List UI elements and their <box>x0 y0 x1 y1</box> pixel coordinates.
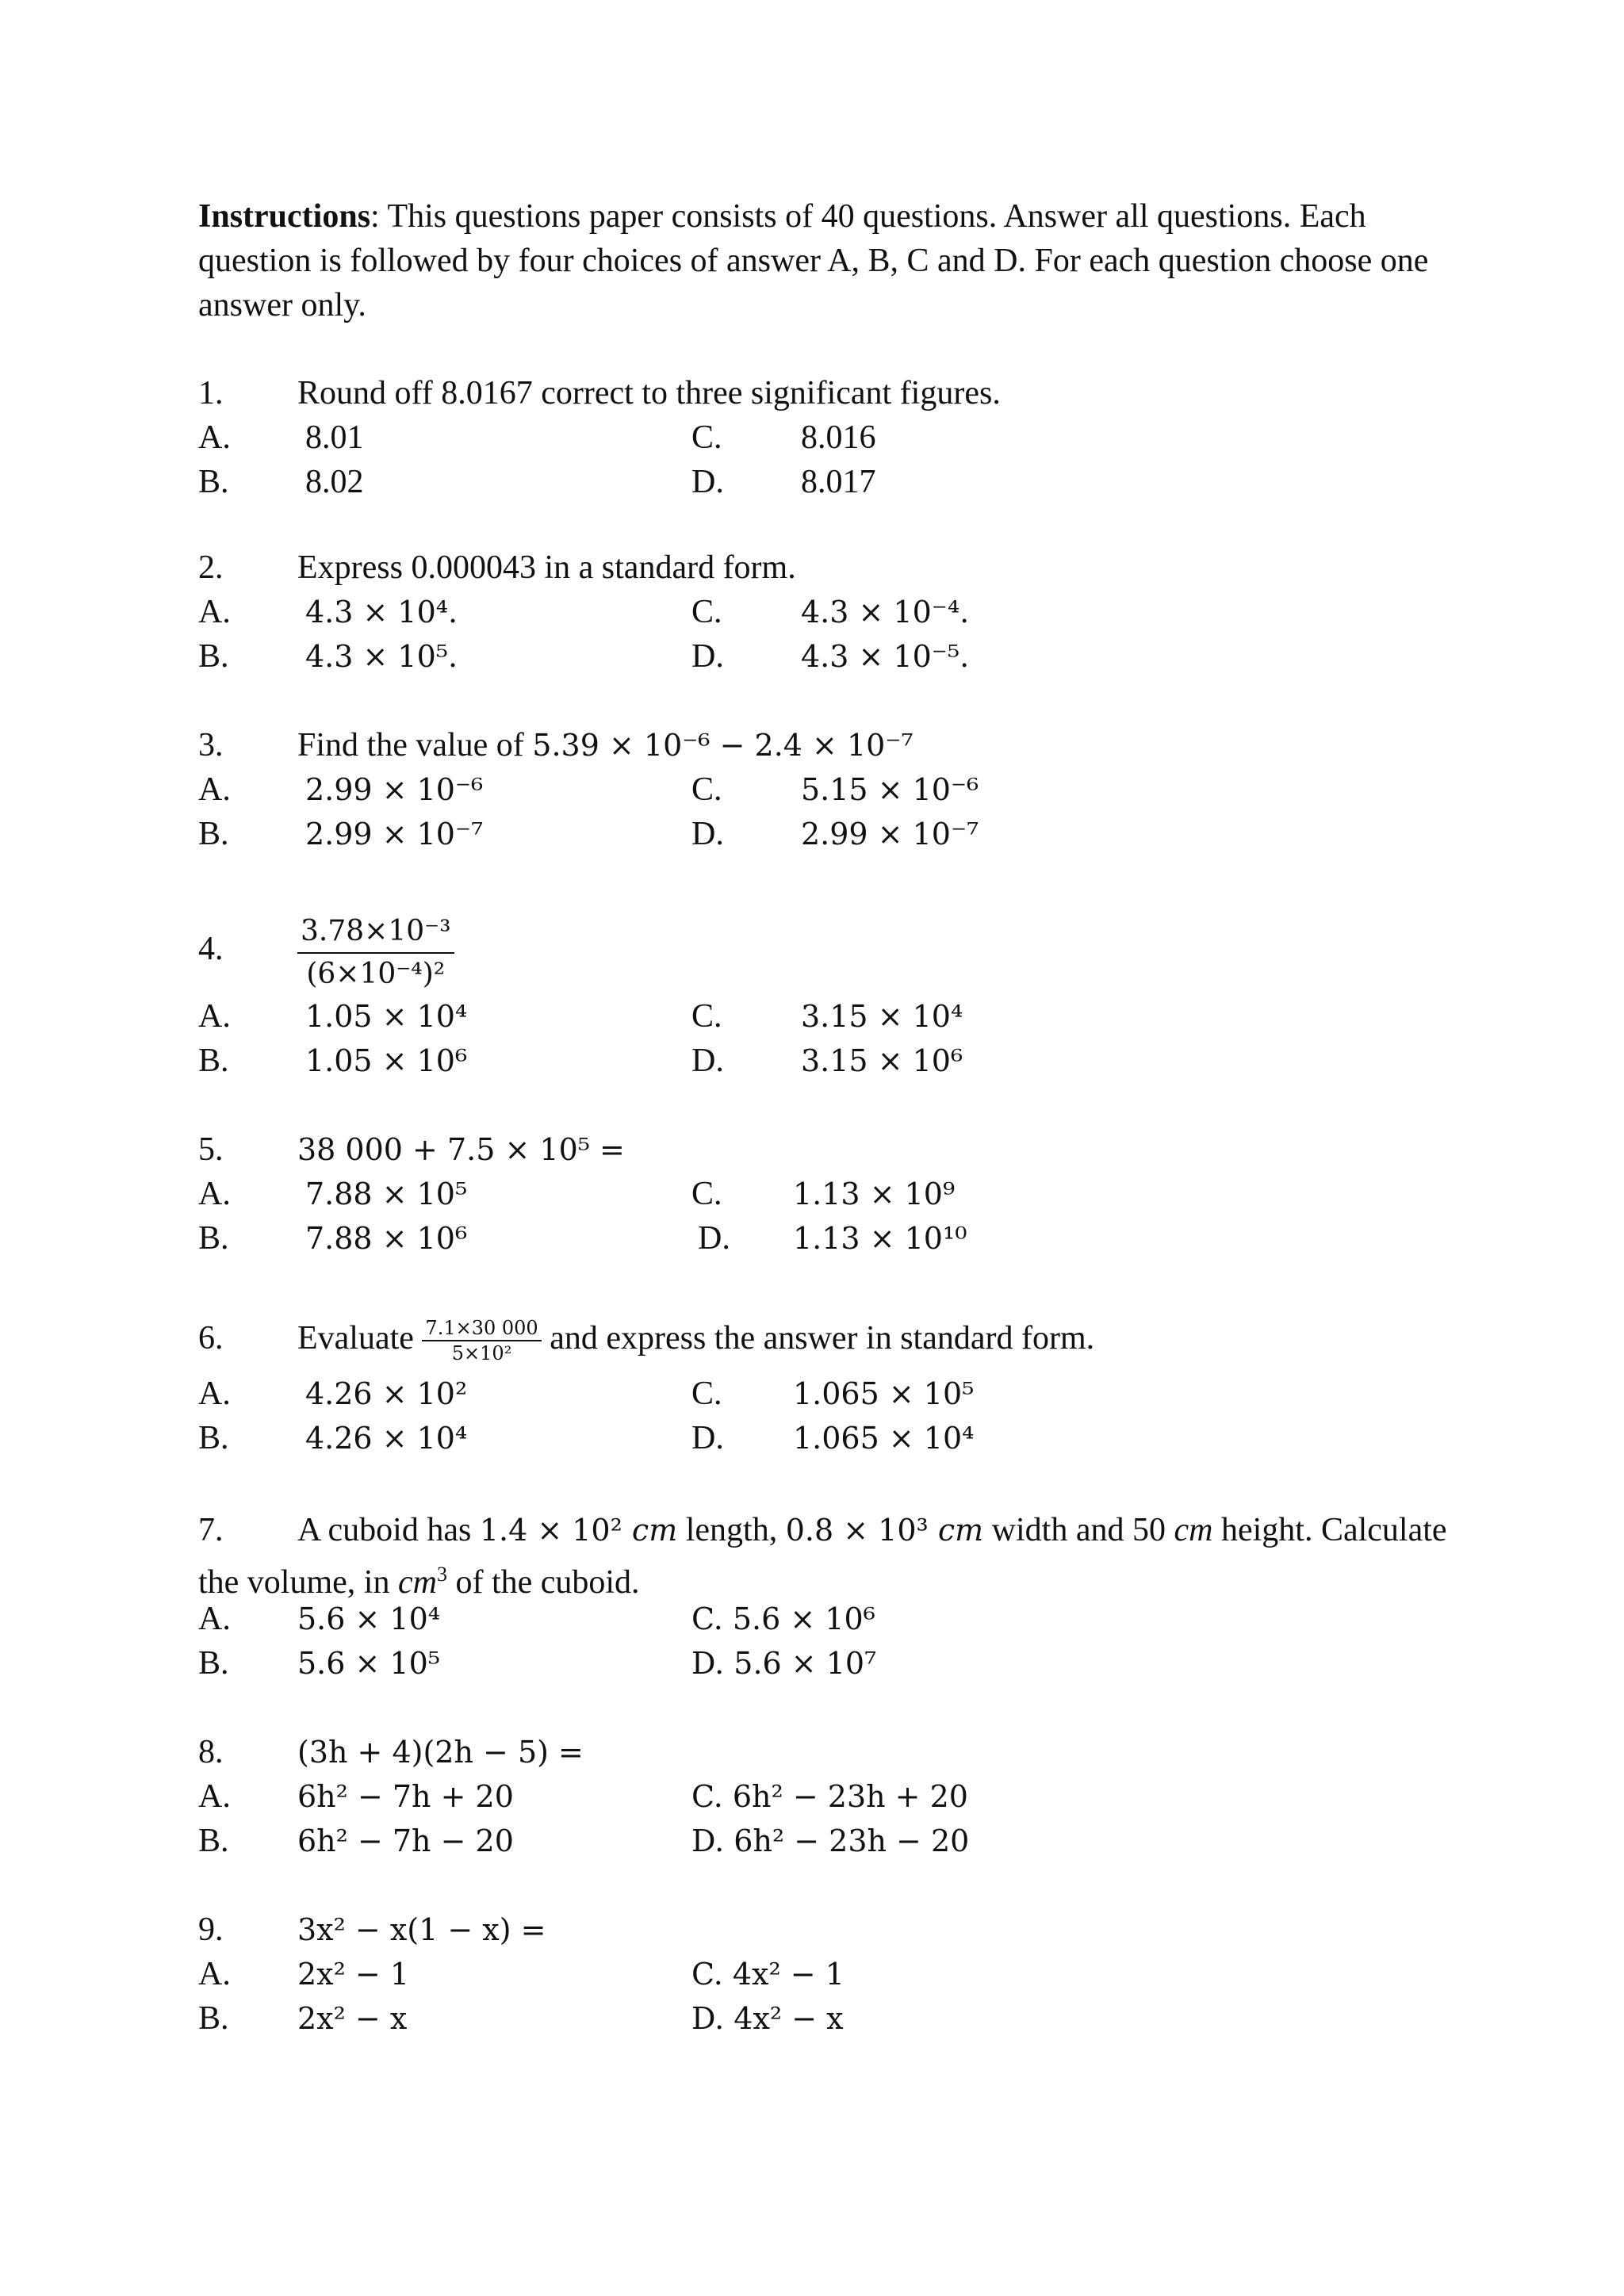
question-number: 6. <box>198 1320 224 1357</box>
option-a: 8.01 <box>305 419 364 456</box>
question-expression: 3x² − x(1 − x) = <box>297 1912 546 1947</box>
option-c: 1.065 × 10⁵ <box>793 1376 975 1411</box>
option-letter-b: B. <box>198 1420 229 1456</box>
option-letter-d: D. <box>691 638 724 675</box>
fraction-denominator: 5×10² <box>451 1342 512 1365</box>
question-number: 4. <box>198 931 224 967</box>
question-fraction <box>297 911 454 995</box>
option-d: 3.15 × 10⁶ <box>801 1043 963 1078</box>
option-b: 4.3 × 10⁵. <box>305 639 458 674</box>
option-letter-a: A. <box>198 771 231 808</box>
option-a: 4.26 × 10² <box>305 1376 468 1411</box>
option-d: 8.017 <box>801 464 876 500</box>
question-number: 2. <box>198 549 224 586</box>
question-number: 5. <box>198 1131 224 1168</box>
option-b: 5.6 × 10⁵ <box>297 1646 441 1681</box>
fraction-numerator: 3.78×10⁻³ <box>297 911 454 954</box>
option-letter-b: B. <box>198 464 229 500</box>
option-letter-a: A. <box>198 1601 231 1637</box>
question-text: Express 0.000043 in a standard form. <box>297 549 796 586</box>
option-letter-c: C. <box>691 419 722 456</box>
option-letter-b: B. <box>198 1823 229 1859</box>
option-letter-b: B. <box>198 638 229 675</box>
option-letter-d: D. <box>691 464 724 500</box>
option-c: C. 6h² − 23h + 20 <box>691 1779 968 1814</box>
instructions <box>198 194 1435 327</box>
option-letter-a: A. <box>198 998 231 1035</box>
question-text: Evaluate $\frac{7.1\times 30 000}{\text{5×10²}}$ and express the answer in standard form. <box>297 1317 1095 1365</box>
option-c: 4.3 × 10⁻⁴. <box>801 595 970 629</box>
option-c: 8.016 <box>801 419 876 456</box>
option-letter-b: B. <box>198 1043 229 1079</box>
option-letter-c: C. <box>691 771 722 808</box>
instructions-heading: Instructions <box>198 198 371 235</box>
option-b: 4.26 × 10⁴ <box>305 1421 468 1456</box>
option-a: 5.6 × 10⁴ <box>297 1601 441 1636</box>
option-d: D. 6h² − 23h − 20 <box>691 1823 970 1858</box>
fraction-denominator: (6×10⁻⁴)² <box>306 958 446 991</box>
option-a: 4.3 × 10⁴. <box>305 595 458 629</box>
option-c: 5.15 × 10⁻⁶ <box>801 772 979 807</box>
option-b: 1.05 × 10⁶ <box>305 1043 468 1078</box>
option-a: 2.99 × 10⁻⁶ <box>305 772 484 807</box>
option-b: 2.99 × 10⁻⁷ <box>305 817 484 851</box>
question-text-line-2: the volume, in $cm^3$ of the cuboid. <box>198 1563 640 1601</box>
option-letter-d: D. <box>691 816 724 852</box>
option-letter-b: B. <box>198 1220 229 1257</box>
question-fraction <box>422 1316 541 1365</box>
question-expression: 5.39 × 10⁻⁶ − 2.4 × 10⁻⁷ <box>532 728 914 763</box>
option-d: 2.99 × 10⁻⁷ <box>801 817 979 851</box>
question-number: 8. <box>198 1734 224 1770</box>
question-text: Round off 8.0167 correct to three significant figures. <box>297 375 1001 411</box>
option-c: 1.13 × 10⁹ <box>793 1177 956 1211</box>
question-number: 1. <box>198 375 224 411</box>
option-letter-d: D. <box>698 1220 730 1257</box>
question-number: 9. <box>198 1911 224 1948</box>
option-c: C. 5.6 × 10⁶ <box>691 1601 875 1636</box>
question-text-line-1: A cuboid has 1.4 × 10² cm length, 0.8 × 10³ cm width and 50 cm height. Calculate <box>297 1512 1447 1548</box>
option-letter-a: A. <box>198 1376 231 1412</box>
instructions-text: : This questions paper consists of 40 questions. Answer all questions. Each question is followed by four choices of answer A, B, C and D. For each question choose one answer only. <box>198 198 1429 323</box>
option-a: 6h² − 7h + 20 <box>297 1779 514 1814</box>
option-letter-d: D. <box>691 1043 724 1079</box>
option-letter-b: B. <box>198 2000 229 2037</box>
option-letter-b: B. <box>198 816 229 852</box>
option-d: 1.065 × 10⁴ <box>793 1421 975 1456</box>
option-a: 1.05 × 10⁴ <box>305 999 468 1034</box>
question-expression: (3h + 4)(2h − 5) = <box>297 1735 584 1770</box>
option-b: 7.88 × 10⁶ <box>305 1221 468 1256</box>
option-letter-a: A. <box>198 1176 231 1212</box>
option-letter-c: C. <box>691 998 722 1035</box>
option-d: D. 4x² − x <box>691 2001 844 2036</box>
option-letter-c: C. <box>691 1176 722 1212</box>
option-b: 8.02 <box>305 464 364 500</box>
question-number: 3. <box>198 727 224 763</box>
option-b: 2x² − x <box>297 2001 408 2036</box>
option-b: 6h² − 7h − 20 <box>297 1823 514 1858</box>
option-letter-a: A. <box>198 1956 231 1992</box>
question-text: Find the value of 5.39 × 10⁻⁶ − 2.4 × 10⁻⁷ <box>297 727 914 763</box>
option-c: C. 4x² − 1 <box>691 1957 845 1992</box>
option-letter-a: A. <box>198 1778 231 1815</box>
question-expression: 38 000 + 7.5 × 10⁵ = <box>297 1132 625 1167</box>
option-a: 2x² − 1 <box>297 1957 410 1992</box>
option-letter-d: D. <box>691 1420 724 1456</box>
option-letter-c: C. <box>691 1376 722 1412</box>
option-d: 4.3 × 10⁻⁵. <box>801 639 970 674</box>
question-number: 7. <box>198 1512 224 1548</box>
option-letter-a: A. <box>198 419 231 456</box>
option-a: 7.88 × 10⁵ <box>305 1177 468 1211</box>
option-letter-a: A. <box>198 594 231 630</box>
option-letter-c: C. <box>691 594 722 630</box>
option-d: 1.13 × 10¹⁰ <box>793 1221 967 1256</box>
option-letter-b: B. <box>198 1645 229 1682</box>
option-c: 3.15 × 10⁴ <box>801 999 963 1034</box>
option-d: D. 5.6 × 10⁷ <box>691 1646 877 1681</box>
fraction-numerator: 7.1×30 000 <box>422 1316 541 1341</box>
